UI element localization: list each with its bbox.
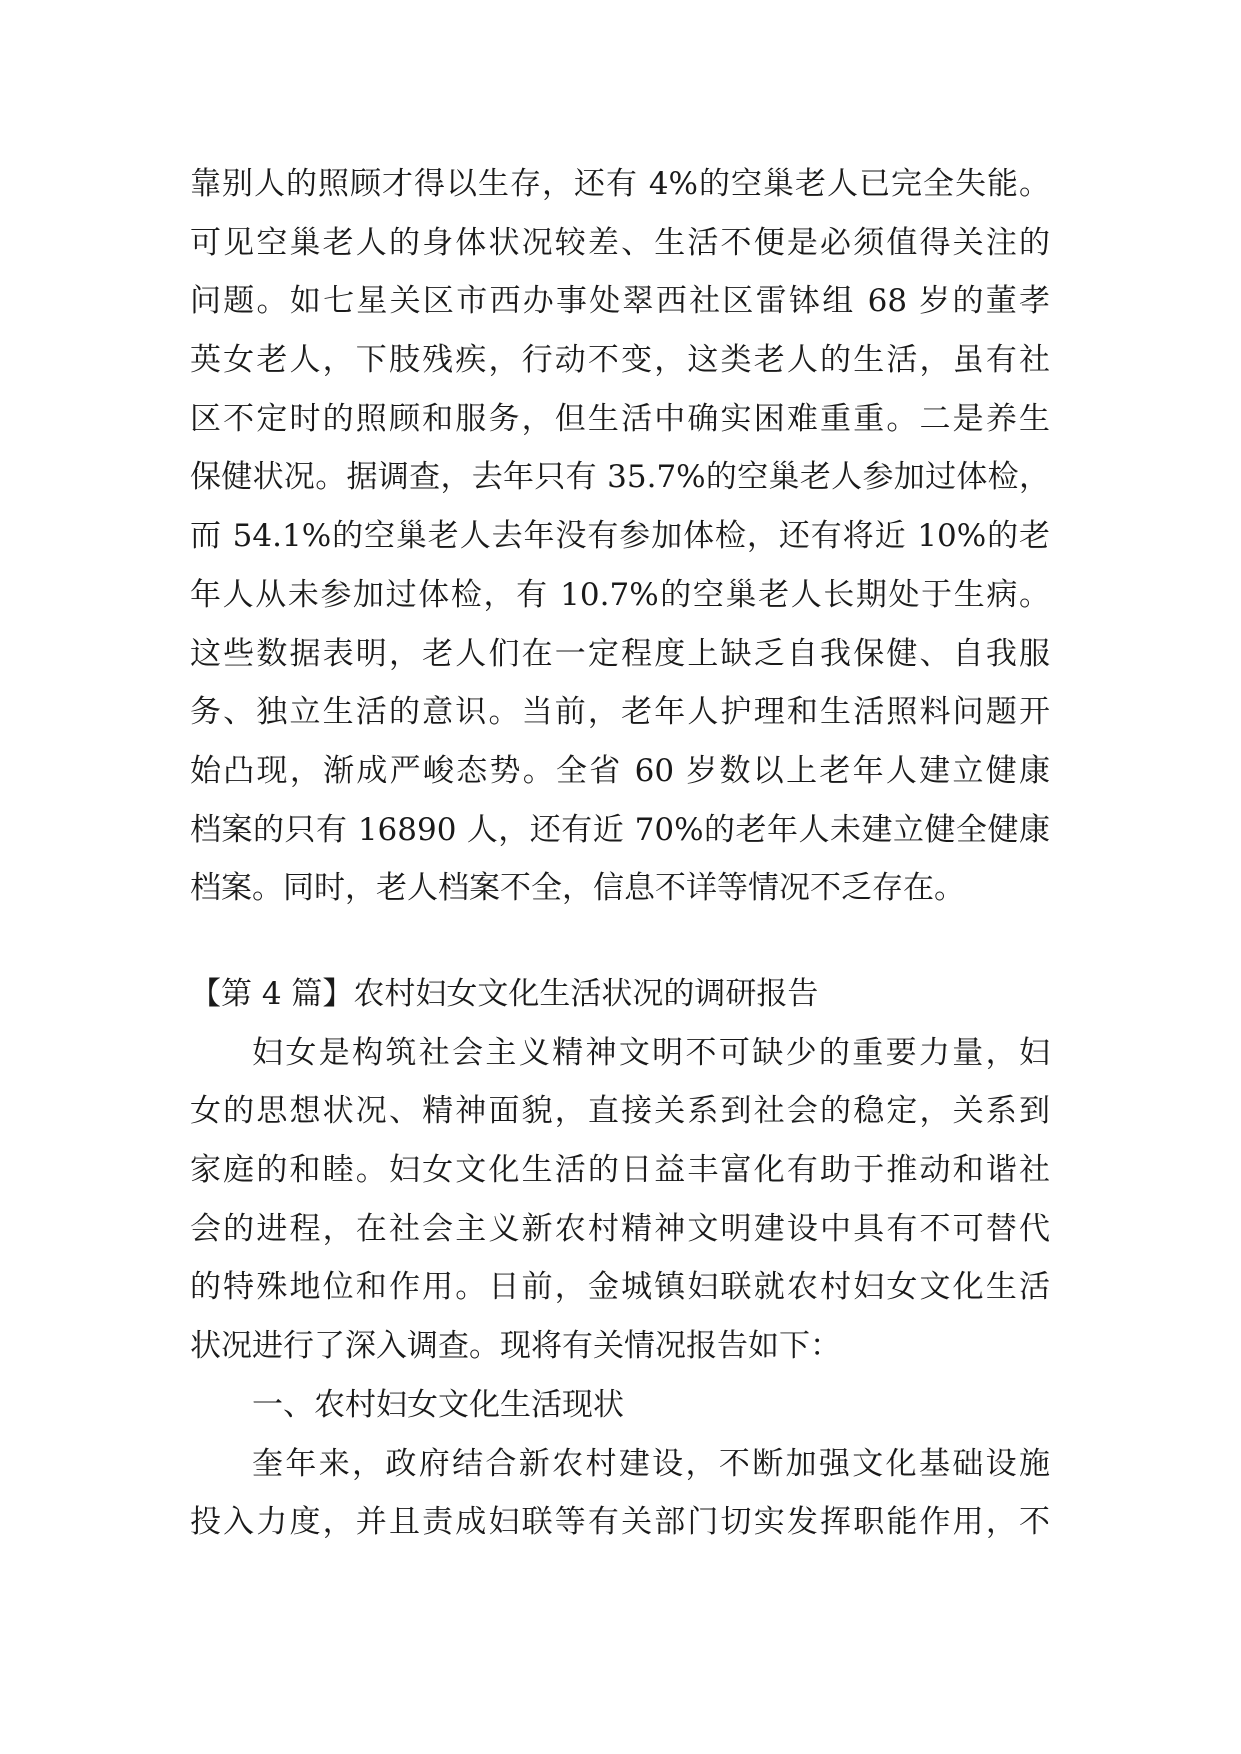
paragraph-line: 保健状况。据调查，去年只有 35.7%的空巢老人参加过体检， xyxy=(190,459,1050,496)
paragraph-line: 的特殊地位和作用。日前，金城镇妇联就农村妇女文化生活 xyxy=(190,1269,1050,1306)
paragraph-line: 靠别人的照顾才得以生存，还有 4%的空巢老人已完全失能。 xyxy=(190,166,1050,202)
paragraph-line: 务、独立生活的意识。当前，老年人护理和生活照料问题开 xyxy=(190,694,1050,731)
paragraph-line: 投入力度，并且责成妇联等有关部门切实发挥职能作用，不 xyxy=(190,1504,1050,1541)
paragraph-line: 状况进行了深入调查。现将有关情况报告如下： xyxy=(190,1328,841,1365)
paragraph-line: 家庭的和睦。妇女文化生活的日益丰富化有助于推动和谐社 xyxy=(190,1152,1050,1189)
section-heading: 一、农村妇女文化生活现状 xyxy=(252,1386,624,1423)
section-elderly-health xyxy=(190,155,1050,918)
paragraph-line: 会的进程，在社会主义新农村精神文明建设中具有不可替代 xyxy=(190,1210,1050,1247)
article-heading: 【第 4 篇】农村妇女文化生活状况的调研报告 xyxy=(190,976,819,1012)
paragraph-line: 档案。同时，老人档案不全，信息不详等情况不乏存在。 xyxy=(190,870,965,907)
paragraph-line: 这些数据表明，老人们在一定程度上缺乏自我保健、自我服 xyxy=(190,635,1050,672)
paragraph-line: 奎年来，政府结合新农村建设，不断加强文化基础设施 xyxy=(252,1445,1050,1482)
section-rural-women-report xyxy=(190,965,1050,1552)
paragraph-line: 问题。如七星关区市西办事处翠西社区雷钵组 68 岁的董孝 xyxy=(190,283,1050,320)
paragraph-line: 可见空巢老人的身体状况较差、生活不便是必须值得关注的 xyxy=(190,224,1050,261)
paragraph-line: 档案的只有 16890 人，还有近 70%的老年人未建立健全健康 xyxy=(190,811,1050,848)
paragraph-line: 年人从未参加过体检，有 10.7%的空巢老人长期处于生病。 xyxy=(190,576,1050,613)
paragraph-line: 而 54.1%的空巢老人去年没有参加体检，还有将近 10%的老 xyxy=(190,518,1050,555)
paragraph-line: 妇女是构筑社会主义精神文明不可缺少的重要力量，妇 xyxy=(252,1034,1050,1071)
paragraph-line: 英女老人，下肢残疾，行动不变，这类老人的生活，虽有社 xyxy=(190,342,1050,379)
paragraph-line: 始凸现，渐成严峻态势。全省 60 岁数以上老年人建立健康 xyxy=(190,752,1050,789)
paragraph-line: 区不定时的照顾和服务，但生活中确实困难重重。二是养生 xyxy=(190,400,1050,437)
paragraph-line: 女的思想状况、精神面貌，直接关系到社会的稳定，关系到 xyxy=(190,1093,1050,1130)
